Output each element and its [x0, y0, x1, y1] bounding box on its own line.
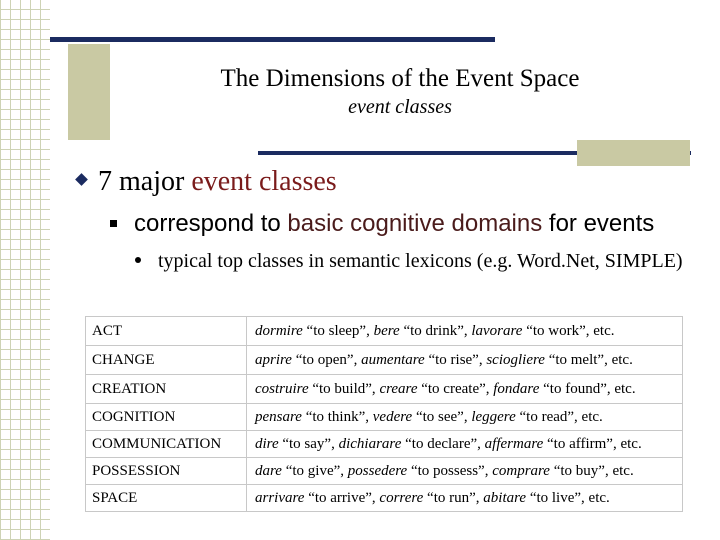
- dot-bullet-icon: [135, 257, 141, 263]
- examples-cell: [247, 485, 683, 512]
- bullet1-highlight: event classes: [191, 166, 337, 197]
- diamond-bullet-icon: [75, 173, 88, 186]
- table-row: [86, 404, 683, 431]
- example-gloss: “to rise”,: [424, 351, 487, 368]
- bullet1-prefix: 7 major: [98, 166, 192, 197]
- examples-cell: [247, 458, 683, 485]
- checkered-strip: [0, 0, 50, 540]
- slide-title: The Dimensions of the Event Space: [220, 65, 580, 92]
- example-gloss: “to think”,: [301, 408, 373, 425]
- example-gloss: “to found”, etc.: [539, 380, 636, 397]
- event-class-cell: CREATION: [86, 375, 247, 404]
- square-bullet-icon: [110, 220, 117, 227]
- example-verb: vedere: [372, 408, 413, 425]
- example-verb: aprire: [255, 351, 292, 368]
- example-gloss: “to say”,: [278, 435, 339, 452]
- example-verb: possedere: [347, 462, 408, 479]
- example-verb: dire: [255, 435, 279, 452]
- example-gloss: “to give”,: [281, 462, 348, 479]
- example-gloss: “to open”,: [291, 351, 362, 368]
- table-row: [86, 458, 683, 485]
- example-gloss: “to drink”,: [399, 322, 472, 339]
- example-verb: costruire: [255, 380, 309, 397]
- example-gloss: “to arrive”,: [304, 489, 380, 506]
- example-gloss: “to affirm”, etc.: [543, 435, 642, 452]
- table-row: [86, 485, 683, 512]
- corner-accent: [577, 140, 690, 166]
- example-gloss: “to work”, etc.: [522, 322, 615, 339]
- bullet2-highlight: basic cognitive domains: [287, 210, 543, 237]
- example-gloss: “to run”,: [423, 489, 484, 506]
- example-gloss: “to create”,: [417, 380, 494, 397]
- example-verb: dare: [255, 462, 282, 479]
- example-gloss: “to live”, etc.: [526, 489, 610, 506]
- example-gloss: “to see”,: [412, 408, 472, 425]
- event-classes-table: [85, 316, 683, 512]
- example-verb: dormire: [255, 322, 303, 339]
- example-verb: leggere: [471, 408, 516, 425]
- bullet-top-classes: [145, 248, 705, 275]
- event-class-cell: SPACE: [86, 485, 247, 512]
- example-verb: dichiarare: [338, 435, 402, 452]
- example-gloss: “to read”, etc.: [515, 408, 603, 425]
- event-class-cell: ACT: [86, 317, 247, 346]
- example-verb: lavorare: [471, 322, 523, 339]
- example-gloss: “to declare”,: [401, 435, 485, 452]
- example-verb: arrivare: [255, 489, 305, 506]
- example-verb: fondare: [493, 380, 540, 397]
- example-verb: abitare: [483, 489, 527, 506]
- example-verb: creare: [379, 380, 418, 397]
- example-gloss: “to melt”, etc.: [544, 351, 633, 368]
- example-verb: correre: [379, 489, 424, 506]
- example-gloss: “to sleep”,: [302, 322, 374, 339]
- table-row: [86, 431, 683, 458]
- examples-cell: [247, 375, 683, 404]
- slide-subtitle: event classes: [348, 96, 452, 118]
- example-verb: pensare: [255, 408, 302, 425]
- example-verb: aumentare: [361, 351, 425, 368]
- table-row: [86, 346, 683, 375]
- event-class-cell: COGNITION: [86, 404, 247, 431]
- top-rule: [50, 37, 495, 42]
- table-row: [86, 317, 683, 346]
- examples-cell: [247, 431, 683, 458]
- examples-cell: [247, 346, 683, 375]
- example-verb: affermare: [484, 435, 544, 452]
- example-verb: bere: [373, 322, 400, 339]
- example-verb: comprare: [492, 462, 550, 479]
- event-class-cell: COMMUNICATION: [86, 431, 247, 458]
- title-backdrop: [68, 44, 110, 140]
- bullet3-text: typical top classes in semantic lexicons (e.g. Word.Net, SIMPLE): [158, 250, 683, 272]
- table-row: [86, 375, 683, 404]
- event-class-cell: POSSESSION: [86, 458, 247, 485]
- event-class-cell: CHANGE: [86, 346, 247, 375]
- bullet2-suffix: for events: [542, 210, 655, 237]
- bullet2-prefix: correspond to: [134, 210, 288, 237]
- example-gloss: “to possess”,: [407, 462, 493, 479]
- bullet-major-classes: [77, 166, 337, 198]
- example-gloss: “to build”,: [308, 380, 380, 397]
- examples-cell: [247, 317, 683, 346]
- examples-cell: [247, 404, 683, 431]
- example-verb: sciogliere: [486, 351, 545, 368]
- bullet-cognitive-domains: [110, 209, 654, 239]
- example-gloss: “to buy”, etc.: [549, 462, 634, 479]
